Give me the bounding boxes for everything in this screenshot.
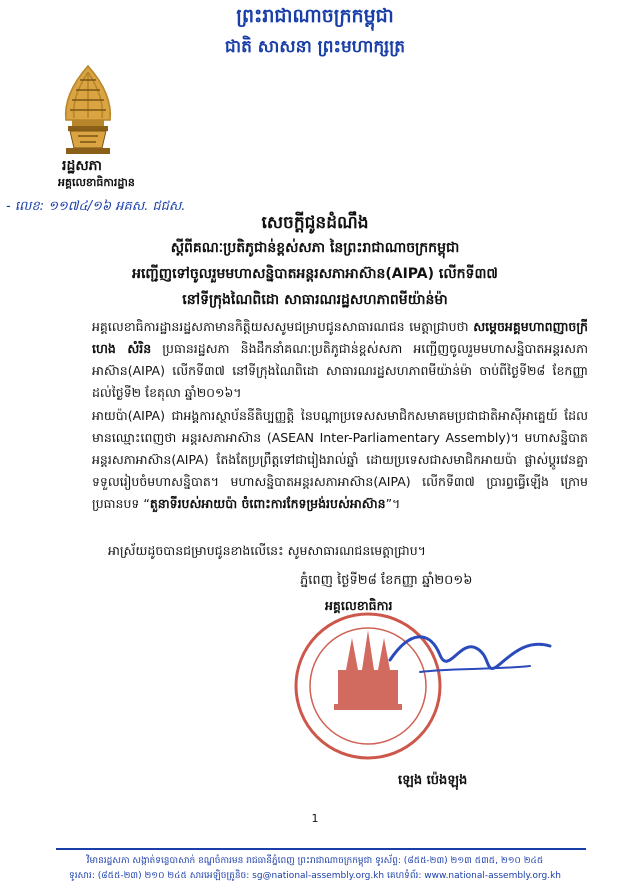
signer-title: អគ្គលេខាធិការ — [325, 598, 393, 613]
national-motto: ជាតិ សាសនា ព្រះមហាក្សត្រ — [224, 37, 406, 57]
document-title: សេចក្ដីជូនដំណឹង — [261, 213, 369, 233]
p2-text-end: ”។ — [385, 496, 401, 511]
president-name: សម្ដេចអគ្គមហាពញាចក្រី ហេង សំរិន — [92, 319, 588, 356]
country-header: ព្រះរាជាណាចក្រកម្ពុជា — [236, 5, 394, 27]
organization-name: រដ្ឋសភា — [62, 158, 102, 174]
subject-line-3: នៅទីក្រុងណៃពិដោ សាធារណរដ្ឋសហភាពមីយ៉ាន់ម៉ា — [182, 292, 448, 308]
p2-text-start: អាយប៉ា(AIPA) ជាអង្គការស្ថាប័ននីតិប្បញ្ញត្តិ នៃបណ្ដាប្រទេសសមាជិកសមាគមប្រជាជាតិអាស៊ីអាគ្នេយ៍ ដែលមានឈ្មោះពេញថា អន្តរសភាអាស៊ាន (ASEAN Inter-Parliamentary Assembly)។ មហាសន្និបាតអន្តរសភាអាស៊ាន(AIPA) តែងតែប្រព្រឹត្តទៅជារៀងរាល់ឆ្នាំ ដោយប្រទេសជាសមាជិកអាយប៉ា ផ្លាស់ប្ដូរវេនគ្នាទទួលរៀបចំមហាសន្និបាត។ មហាសន្និបាតអន្តរសភាអាស៊ាន(AIPA) លើកទី៣៧ ប្រារព្ធធ្វើឡើង ក្រោមប្រធានបទ “ — [92, 408, 588, 511]
paragraph-announcement — [92, 316, 588, 404]
parliament-emblem-icon — [50, 62, 126, 158]
signer-name: ឡេង ប៉េងឡុង — [398, 773, 468, 788]
department-name: អគ្គលេខាធិការដ្ឋាន — [58, 176, 135, 189]
page-number: 1 — [311, 812, 319, 825]
footer-contact: ទូរសារ: (៨៥៥-២៣) ២១០ ២៤៥ សារអេឡិចត្រូនិច: sg@national-assembly.org.kh គេហទំព័រ: www.national-assembly.org.kh — [68, 871, 562, 881]
theme-title: តួនាទីរបស់អាយប៉ា ចំពោះការកែទម្រង់របស់អាស៊ាន — [149, 496, 386, 511]
issue-date: ភ្នំពេញ ថ្ងៃទី២៨ ខែកញ្ញា ឆ្នាំ២០១៦ — [300, 573, 473, 588]
paragraph-aipa — [92, 405, 588, 515]
paragraph-closing: អាស្រ័យដូចបានជម្រាបជូនខាងលើនេះ សូមសាធារណជនមេត្តាជ្រាប។ — [108, 543, 426, 558]
p1-text-start: អគ្គលេខាធិការដ្ឋានរដ្ឋសភាមានកិត្តិយសសូមជម្រាបជូនសាធារណជន មេត្តាជ្រាបថា — [92, 319, 474, 334]
subject-line-1: ស្ដីពីគណៈប្រតិភូជាន់ខ្ពស់សភា នៃព្រះរាជាណាចក្រកម្ពុជា — [170, 240, 460, 256]
p1-text-end: ប្រធានរដ្ឋសភា និងដឹកនាំគណៈប្រតិភូជាន់ខ្ពស់សភា អញ្ជើញចូលរួមមហាសន្និបាតអន្តរសភាអាស៊ាន(AIPA) លើកទី៣៧ នៅទីក្រុងណៃពិដោ សាធារណរដ្ឋសហភាពមីយ៉ាន់ម៉ា ចាប់ពីថ្ងៃទី២៨ ខែកញ្ញា ដល់ថ្ងៃទី២ ខែតុលា ឆ្នាំ២០១៦។ — [92, 341, 588, 400]
reference-number: - លេខ: ១១៧៤/១៦ អគស. ជជស. — [6, 199, 186, 214]
handwritten-signature-icon — [380, 620, 560, 700]
footer-divider — [56, 848, 586, 850]
footer-address: វិមានរដ្ឋសភា សង្កាត់ទន្លេបាសាក់ ខណ្ឌចំការមន រាជធានីភ្នំពេញ ព្រះរាជាណាចក្រកម្ពុជា ទូរស័ព្ទ: (៨៥៥-២៣) ២១៣ ៥៣៥, ២១០ ២៤៥ — [86, 856, 544, 866]
subject-line-2: អញ្ជើញទៅចូលរួមមហាសន្និបាតអន្តរសភាអាស៊ាន(AIPA) លើកទី៣៧ — [132, 266, 498, 282]
